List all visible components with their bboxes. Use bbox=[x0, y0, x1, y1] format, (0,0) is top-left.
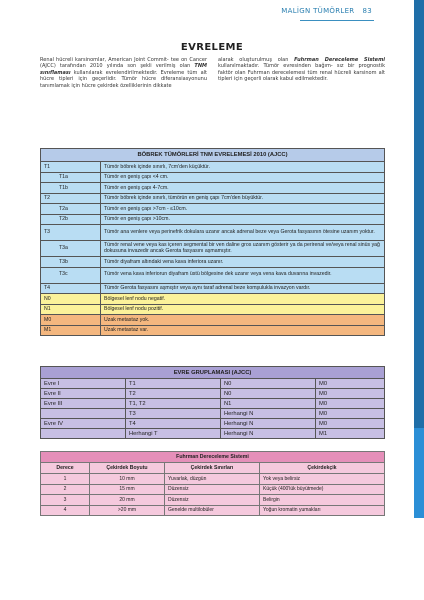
tnm-code: T2b bbox=[41, 214, 101, 225]
t-cell: Herhangi T bbox=[126, 429, 221, 439]
tnm-row bbox=[41, 325, 385, 336]
running-header bbox=[281, 7, 372, 15]
tnm-row bbox=[41, 294, 385, 305]
fuhrman-header-row bbox=[41, 463, 385, 474]
column-header: Çekirdekçik bbox=[260, 463, 385, 474]
side-color-bar bbox=[414, 0, 424, 430]
table-row bbox=[41, 419, 385, 429]
stage-cell: Evre III bbox=[41, 399, 126, 409]
tnm-code: M1 bbox=[41, 325, 101, 336]
table-row bbox=[41, 495, 385, 506]
tnm-description: Tümör Gerota fasyasını aşmıştır veya aynı taraf adrenal beze komşulukla invazyon vardır. bbox=[101, 283, 385, 294]
tnm-description: Uzak metastaz yok. bbox=[101, 315, 385, 326]
chapter-title: MALİGN TÜMÖRLER bbox=[281, 7, 355, 15]
table-row bbox=[41, 399, 385, 409]
t-cell: T1 bbox=[126, 379, 221, 389]
tnm-description: Tümör vena kava inferiorun diyafram üstü bölgesine dek uzanır veya vena kava duvarına invazedir. bbox=[101, 267, 385, 283]
t-cell: T1, T2 bbox=[126, 399, 221, 409]
intro-column-left: Renal hücreli karsinomlar, American Joint Commit- tee on Cancer (AJCC) tarafından 2010 yılında son şekli verilmiş olan TNM sınıflaması kullanılarak evrelendirilmektedir. Evreleme tüm alt hücre tipleri için geçerlidir. Tümör hücre diferansiasyonunu tanımlamak için hücre çekirdek özelliklerinin dikkate bbox=[40, 57, 208, 89]
tnm-description: Tümör böbrek içinde sınırlı, 7cm'den küçüktür. bbox=[101, 162, 385, 173]
nucleus-border-cell: Düzensiz bbox=[165, 495, 260, 506]
page-number: 83 bbox=[362, 7, 372, 15]
tnm-code: T1a bbox=[41, 172, 101, 183]
header-rule bbox=[300, 20, 374, 21]
tnm-row bbox=[41, 241, 385, 257]
tnm-code: T3b bbox=[41, 257, 101, 268]
tnm-description: Tümör en geniş çapı <4 cm. bbox=[101, 172, 385, 183]
grade-cell: 4 bbox=[41, 505, 90, 516]
t-cell: T3 bbox=[126, 409, 221, 419]
stage-cell: Evre I bbox=[41, 379, 126, 389]
n-cell: Herhangi N bbox=[221, 429, 316, 439]
n-cell: Herhangi N bbox=[221, 419, 316, 429]
stage-grouping-table bbox=[40, 366, 385, 439]
column-header: Derece bbox=[41, 463, 90, 474]
nucleus-border-cell: Yuvarlak, düzgün bbox=[165, 474, 260, 485]
tnm-description: Tümör böbrek içinde sınırlı, tümörün en geniş çapı 7cm'den büyüktür. bbox=[101, 193, 385, 204]
nucleus-size-cell: 20 mm bbox=[90, 495, 165, 506]
tnm-description: Tümör ana venlere veya perinefrik dokulara uzanır ancak adrenal beze veya Gerota fasyasının ötesine uzanım yoktur. bbox=[101, 225, 385, 241]
tnm-code: N1 bbox=[41, 304, 101, 315]
tnm-code: N0 bbox=[41, 294, 101, 305]
n-cell: N0 bbox=[221, 389, 316, 399]
n-cell: N0 bbox=[221, 379, 316, 389]
fuhrman-table-title: Fuhrman Dereceleme Sistemi bbox=[41, 452, 385, 463]
tnm-row bbox=[41, 257, 385, 268]
grade-cell: 1 bbox=[41, 474, 90, 485]
tnm-row bbox=[41, 304, 385, 315]
intro-column-right: alarak oluşturulmuş olan Fuhrman Dereceleme Sistemi kullanılmaktadır. Tümör evresinden bağım- sız bir prognostik faktör olan Fuhrman derecelemesi tüm renal hücreli karsinom alt tipleri için geçerli olarak kabul edilmektedir. bbox=[218, 57, 386, 83]
tnm-code: T2 bbox=[41, 193, 101, 204]
tnm-staging-table bbox=[40, 148, 385, 336]
m-cell: M0 bbox=[316, 389, 385, 399]
table-row bbox=[41, 379, 385, 389]
tnm-code: T1b bbox=[41, 183, 101, 194]
n-cell: N1 bbox=[221, 399, 316, 409]
n-cell: Herhangi N bbox=[221, 409, 316, 419]
tnm-code: T1 bbox=[41, 162, 101, 173]
tnm-description: Bölgesel lenf nodu negatif. bbox=[101, 294, 385, 305]
tnm-row bbox=[41, 162, 385, 173]
tnm-description: Tümör en geniş çapı >10cm. bbox=[101, 214, 385, 225]
tnm-description: Uzak metastaz var. bbox=[101, 325, 385, 336]
table-row bbox=[41, 389, 385, 399]
tnm-code: T4 bbox=[41, 283, 101, 294]
nucleus-size-cell: >20 mm bbox=[90, 505, 165, 516]
stage-cell: Evre IV bbox=[41, 419, 126, 429]
m-cell: M0 bbox=[316, 409, 385, 419]
section-title: EVRELEME bbox=[180, 42, 244, 53]
nucleus-border-cell: Genelde multilobüler bbox=[165, 505, 260, 516]
column-header: Çekirdek Sınırları bbox=[165, 463, 260, 474]
tnm-code: M0 bbox=[41, 315, 101, 326]
table-row bbox=[41, 409, 385, 419]
tnm-row bbox=[41, 283, 385, 294]
t-cell: T2 bbox=[126, 389, 221, 399]
m-cell: M0 bbox=[316, 379, 385, 389]
tnm-description: Tümör diyafram altındaki vena kava inferiora uzanır. bbox=[101, 257, 385, 268]
intro-text bbox=[40, 57, 385, 89]
tnm-row bbox=[41, 225, 385, 241]
nucleolus-cell: Yoğun kromatin yumakları bbox=[260, 505, 385, 516]
tnm-row bbox=[41, 267, 385, 283]
stage-cell bbox=[41, 429, 126, 439]
nucleolus-cell: Yok veya belirsiz bbox=[260, 474, 385, 485]
nucleus-size-cell: 15 mm bbox=[90, 484, 165, 495]
tnm-row bbox=[41, 204, 385, 215]
t-cell: T4 bbox=[126, 419, 221, 429]
table-row bbox=[41, 484, 385, 495]
tnm-row bbox=[41, 172, 385, 183]
tnm-row bbox=[41, 315, 385, 326]
stage-cell: Evre II bbox=[41, 389, 126, 399]
column-header: Çekirdek Boyutu bbox=[90, 463, 165, 474]
tnm-code: T3a bbox=[41, 241, 101, 257]
nucleolus-cell: Belirgin bbox=[260, 495, 385, 506]
nucleolus-cell: Küçük (400'lük büyütmede) bbox=[260, 484, 385, 495]
m-cell: M1 bbox=[316, 429, 385, 439]
grouping-table-title: EVRE GRUPLAMASI (AJCC) bbox=[41, 367, 385, 379]
tnm-code: T3 bbox=[41, 225, 101, 241]
m-cell: M0 bbox=[316, 399, 385, 409]
stage-cell bbox=[41, 409, 126, 419]
tnm-description: Tümör en geniş çapı >7cm - ≤10cm. bbox=[101, 204, 385, 215]
tnm-row bbox=[41, 193, 385, 204]
tnm-description: Tümör en geniş çapı 4-7cm. bbox=[101, 183, 385, 194]
table-row bbox=[41, 429, 385, 439]
table-row bbox=[41, 505, 385, 516]
tnm-row bbox=[41, 214, 385, 225]
tnm-table-title: BÖBREK TÜMÖRLERİ TNM EVRELEMESİ 2010 (AJCC) bbox=[41, 149, 385, 162]
nucleus-border-cell: Düzensiz bbox=[165, 484, 260, 495]
tnm-code: T3c bbox=[41, 267, 101, 283]
tnm-row bbox=[41, 183, 385, 194]
nucleus-size-cell: 10 mm bbox=[90, 474, 165, 485]
tnm-description: Bölgesel lenf nodu pozitif. bbox=[101, 304, 385, 315]
table-row bbox=[41, 474, 385, 485]
tnm-code: T2a bbox=[41, 204, 101, 215]
m-cell: M0 bbox=[316, 419, 385, 429]
grade-cell: 3 bbox=[41, 495, 90, 506]
tnm-description: Tümör renal vene veya kas içeren segmental bir ven daline gros uzanım gösterir ya da perirenal ve/veya renal sinüs yağ dokusuna invazedir ancak Gerota fasyasını aşmamıştır. bbox=[101, 241, 385, 257]
fuhrman-grading-table bbox=[40, 451, 385, 516]
side-thumb-tab bbox=[414, 428, 424, 518]
grade-cell: 2 bbox=[41, 484, 90, 495]
